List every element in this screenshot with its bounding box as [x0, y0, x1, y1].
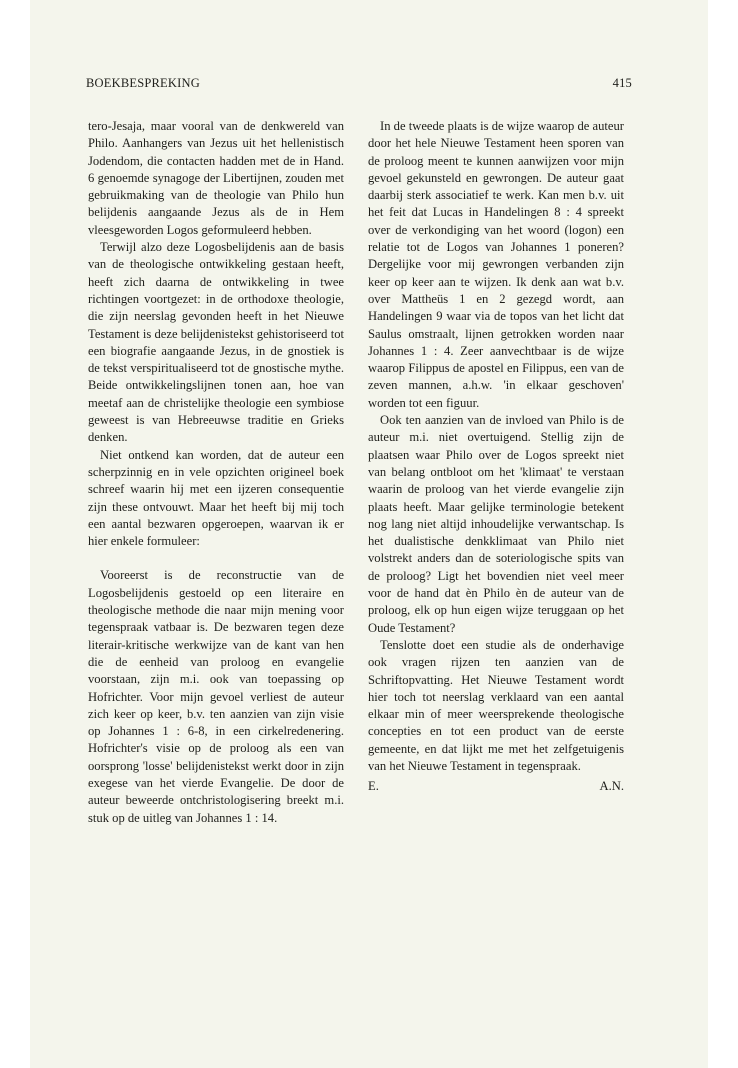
signoff-initial: E. — [368, 779, 379, 794]
page-number: 415 — [612, 76, 632, 90]
paragraph: Ook ten aanzien van de invloed van Philo is de auteur m.i. niet overtuigend. Stellig zijn de plaatsen waar Philo over de Logos spreekt niet van belang ontbloot om het 'klimaat' te verstaan waarin de proloog van het vierde evangelie zijn plaats heeft. Maar gelijke terminologie betekent nog lang niet altijd inhoudelijke verwantschap. Is het dualistische denkklimaat van Philo niet volstrekt anders dan de soteriologische spits van de proloog? Ligt het bovendien niet veel meer voor de hand dat èn Philo èn de auteur van de proloog, elk op hun eigen wijze teruggaan op het Oude Testament? — [368, 413, 624, 635]
paragraph: Terwijl alzo deze Logosbelijdenis aan de basis van de theologische ontwikkeling gestaan heeft, heeft zich daarna de ontwikkeling in twee richtingen voortgezet: in de orthodoxe theologie, die zijn neerslag gevonden heeft in het Nieuwe Testament is deze belijdenistekst gehistoriseerd tot een biografie aangaande Jezus, in de gnostiek is de tekst verspiritualiseerd tot de gnostische mythe. Beide ontwikkelingslijnen tonen aan, hoe van meetaf aan de christelijke theologie een symbiose geweest is van Hebreeuwse traditie en Grieks denken. — [88, 240, 344, 445]
running-title: BOEKBESPREKING — [86, 76, 200, 90]
paragraph: Tenslotte doet een studie als de onderhavige ook vragen rijzen ten aanzien van de Schriftopvatting. Het Nieuwe Testament wordt hier toch tot neerslag verklaard van een aantal elkaar min of meer weersprekende theologische concepties en tot een product van de eerste gemeente, en dat lijkt me met het zelfgetuigenis van het Nieuwe Testament in tegenspraak. — [368, 637, 624, 773]
paragraph: Vooreerst is de reconstructie van de Logosbelijdenis gestoeld op een literaire en theologische methode die naar mijn mening voor tegenspraak vatbaar is. De bezwaren tegen deze literair-kritische werkwijze van de kant van hen die de eenheid van proloog en evangelie voorstaan, zijn m.i. ook van toepassing op Hofrichter. Voor mijn gevoel verliest de auteur zich keer op keer, b.v. ten aanzien van zijn visie op Johannes 1 : 6-8, in een cirkelredenering. Hofrichter's visie op de proloog als een van oorsprong 'losse' belijdenistekst werkt door in zijn exegese van het vierde Evangelie. De door de auteur beweerde ontchristologisering breekt m.i. stuk op de uitleg van Johannes 1 : 14. — [88, 568, 344, 825]
left-column — [88, 118, 344, 827]
page — [30, 0, 708, 1068]
paragraph: tero-Jesaja, maar vooral van de denkwereld van Philo. Aanhangers van Jezus uit het hellenistisch Jodendom, die contacten hadden met de in Hand. 6 genoemde synagoge der Libertijnen, zouden met gebruikmaking van de theologie van Philo hun belijdenis aangaande Jezus als de in Hem vleesgeworden Logos geformuleerd hebben. — [88, 119, 344, 237]
author-initials: A.N. — [599, 779, 624, 794]
signoff — [368, 778, 624, 796]
paragraph: Niet ontkend kan worden, dat de auteur een scherpzinnig en in vele opzichten origineel boek schreef waarin hij met een ijzeren consequentie zijn these ontvouwt. Maar het heeft bij mij toch een aantal bezwaren opgeroepen, waarvan ik er hier enkele formuleer: — [88, 447, 344, 549]
right-column — [368, 118, 624, 796]
paragraph: In de tweede plaats is de wijze waarop de auteur door het hele Nieuwe Testament heen sporen van de proloog meent te kunnen aanwijzen voor mijn gevoel gekunsteld en gewrongen. De auteur gaat daarbij sterk associatief te werk. Kan men b.v. uit het feit dat Lucas in Handelingen 8 : 4 spreekt over de verkondiging van het woord (logon) een relatie tot de Logos van Johannes 1 poneren? Dergelijke voor mij gewrongen verbanden zijn keer op keer aan te wijzen. Ik denk aan wat b.v. over Mattheüs 1 en 2 gezegd wordt, aan Handelingen 9 waar via de topos van het licht dat Saulus omstraalt, lijnen getrokken worden naar Johannes 1 : 4. Zeer aanvechtbaar is de wijze waarop Filippus de apostel en Filippus, een van de zeven mannen, a.h.w. 'in elkaar geschoven' worden tot een figuur. — [368, 119, 624, 410]
